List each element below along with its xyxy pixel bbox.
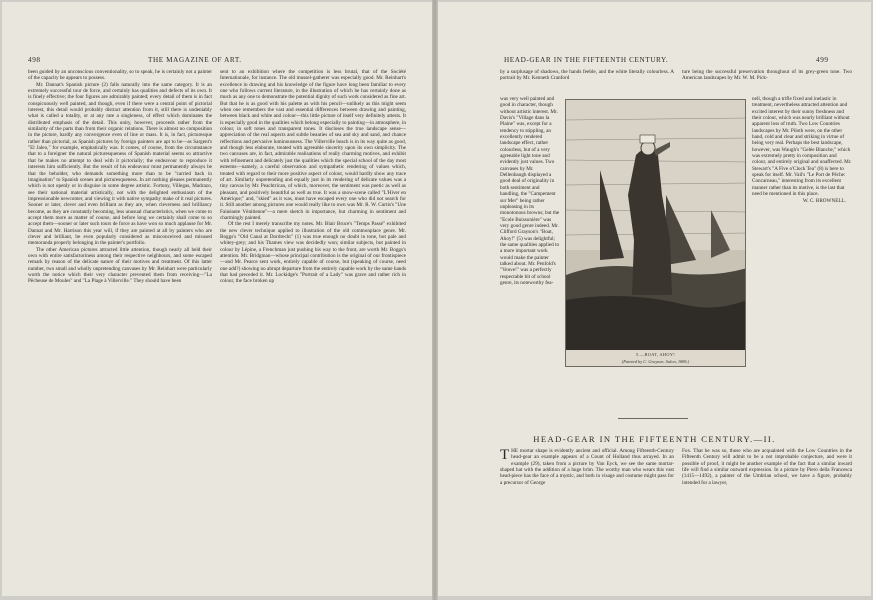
paragraph: been guided by an unconscious conventionality, so to speak, he is certainly not a painter of the capacity he appears to possess. bbox=[28, 69, 212, 82]
text-column-1 bbox=[28, 69, 212, 581]
engraving-image bbox=[566, 100, 746, 367]
paragraph: HE mortar shape is evidently ancient and official. Among Fifteenth-Century head-gear an example appears of a Count of Holland thus arrayed. In an example (29), taken from a picture by Van Eyck, we see the same mortar-shaped hat with the addition of a huge brim. The worthy man who wears this vast head-piece has the face of a mystic, and both in visage and costume might pass for a precursor of George bbox=[500, 448, 674, 486]
paragraph: Fox. That he was so, those who are acquainted with the Low Countries in the Fifteenth Century will admit to be a not improbable conjecture, and were it possible of proof, it might be another example of the fact that a similar inward life will find a similar outward expression. In a picture by Piero della Francesca (1415—1492), a painter of the Umbrian school, we have a figure, probably intended for a lawyer, bbox=[682, 448, 852, 486]
section-text-column-2 bbox=[682, 448, 852, 588]
paragraph: Mr. Dannat's Spanish picture (2) falls naturally into the same category. It is an extremely successful tour de force, and certainly has qualities and defects of its own. It is finely effective; the four figures are admirably painted; every detail of them is in fact conspicuously well painted, and though, even if there were a central point of pictorial interest, this detail would probably distract attention from it, still there is undeniably what is called a totality, or at any rate a singleness, of effect which dominates the distributed emphasis of the detail. This unity, however, proceeds rather from the similarity of the parts than from their organic relations. There is almost no composition in the picture, hardly any convergence even of line or mass. It is, in fact, picturesque rather than pictorial, as Spanish pictures by foreign painters are apt to be—as Sargent's "El Jaleo," for example, emphatically was. It comes, of course, from the circumstance that to a foreigner the natural picturesqueness of Spanish material seems so attractive that he makes no attempt to deal with it pictorially; the endeavour to reproduce it interests him sufficiently. But the result of his endeavour must permanently always be that the beholder, who demands something more than to be "carried back in imagination" to Spanish scenes and picturesqueness. In art nothing pleases permanently which is not openly or in disguise in some degree artistic. Fortuny, Villegas, Madrazo, see their national material artistically, not with the delighted enthusiasm of the impressionable newcomer, and viewing it with native sympathy make of it real pictures. Sooner or later, clever and even brilliant as they are, when cleverness and brilliancy become, as they are constantly becoming, less unusual characteristics, when we come to accept them more as matter of course, and before long we certainly shall come to so accept them—sooner or later such tours de force as have won so much applause for Mr. Dannat and Mr. Harrison this year will, if they are painted at all by painters who are clever and brilliant, be even popularly considered as misconceived and misused memoranda properly belonging in the painter's portfolio. bbox=[28, 81, 212, 247]
page-number: 498 bbox=[28, 56, 41, 64]
text-top-left bbox=[500, 69, 674, 95]
signature: W. C. BROWNELL. bbox=[802, 197, 846, 204]
figure-credit: (Painted by C. Grayson. Salon, 1886.) bbox=[621, 359, 690, 364]
paragraph: sent to an exhibition where the competition is less brutal, that of the Société Internationale, for instance. The old mussel-gatherer was especially good. Mr. Reinhart's excellence in drawing and his knowledge of the figure have long been familiar to every one who follows current literature, in the illustration of which he has certainly done as much as any one to demonstrate the potential dignity of such work considered as fine art. But that he is as good with his palette as with his pencil—unlikely as this might seem when one remembers the vast and essential differences between drawing and painting, between black and white and colour—this little picture of itself very definitely attests. It is especially good in the qualities which belong especially to painting—in atmosphere, in colour, in soft tones and transparent tones. It discloses the true landscape sense—appreciation of the real aspects and subtle beauties of sea and sky and sand, and chance reflections and pervasive luminousness. The Villerville beach is in its way quite as good, and though less elaborate, treated with agreeable sincerity upon its own simplicity. The two canvases are, in fact, admirable realisations of really charming motives, and exhibit with refinement and delicately just the qualities which the special school of the day most esteems—namely, a careful observation and sympathetic rendering of values which, treated with regard to their more positive aspect of colour, would hardly show any trace of art. Similarly unpretending and equally just in its rendering of delicate values was a tiny canvas by Mr. Peachtrican, of which, moreover, the sentiment was poetic as well as pleasant, and positively beautiful as well as true. It was a snow-scene called "L'Hiver en Amérique;" and, "skied" as it was, must have escaped every one who did not search for it. Still another among pictures one would really like to own was Mr. R. W. Curtis's "Une Fainéante Vénitienne"—a mere sketch in importance, but charming in sentiment and charmingly painted. bbox=[220, 69, 406, 221]
text-right-of-figure bbox=[752, 96, 852, 368]
figure-caption: 5.—BOAT, AHOY! bbox=[635, 352, 676, 357]
section-title: HEAD-GEAR IN THE FIFTEENTH CENTURY.—II. bbox=[533, 434, 776, 444]
paragraph: The other American pictures attracted little attention, though nearly all held their own with entire satisfactoriness among their respective neighbours, and some escaped remark by reason of the delicate nature of their motives and treatment. Of this latter number, two small and wholly unpretending canvases by Mr. Reinhart were particularly worth the notice which their very character prevented them from receiving—"La Pêcheuse de Moules" and "La Plage à Villerville." They should have been bbox=[28, 246, 212, 285]
running-head: HEAD-GEAR IN THE FIFTEENTH CENTURY. bbox=[504, 56, 669, 64]
section-text-column-1 bbox=[500, 448, 674, 588]
paragraph: by a surplusage of shadows, the hands feeble, and the white literally colourless. A portrait by Mr. Kenneth Cranford bbox=[500, 69, 674, 82]
drop-cap: T bbox=[500, 448, 510, 463]
paragraph: Of the rest I merely transcribe my notes. Mr. Blair Bruce's "Temps Passé" exhibited the new clever technique applied to illustration of the old commonplace genre. Mr. Boggs's "Old Canal at Dordrecht" (1) was true enough no doubt in tone, but pale and whitey-grey; and his Thames view was decidedly won; similar subjects, but painted in colour by Lépine, a Frenchman just pushing his way to the front, are worth Mr. Boggs's attention. Mr. Bridgman—whose principal contribution is the original of our frontispiece—and Mr. Pearce sent work, entirely capable of course, but (speaking of course, need one add?) showing no abrupt departure from the entirely capable work by the same hands that had preceded it. Mr. Lockidge's "Portrait of a Lady" was grave and rather rich in colour, the face broken up bbox=[220, 221, 406, 285]
text-column-2 bbox=[220, 69, 406, 581]
text-top-right bbox=[682, 69, 852, 95]
running-head: THE MAGAZINE OF ART. bbox=[148, 56, 242, 64]
right-page bbox=[438, 2, 871, 596]
paragraph: nell, though a trifle fixed and inelastic in treatment, nevertheless attracted attention and excited interest by their sunny freshness and their colour, which was nearly brilliant without apparent loss of truth. Two Low Countries landscapes by Mr. Piloth were, on the other hand, cold and clear and striking in virtue of being very real. Perhaps the best landscape, however, was Waugh's "Gelée Blanche," which was extremely pretty in composition and colour, and entirely original and unaffected. Mr. Stewart's "A Five o'Clock Tea" (8) is here to speak for itself. Mr. Vail's "Le Port de Pêche: Concarneau," interesting from its excellent manner rather than its motive, is the last that need be mentioned in this place. bbox=[752, 96, 852, 198]
text-left-of-figure bbox=[500, 96, 560, 368]
paragraph: ture being the successful preservation throughout of its grey-green tone. Two American landscapes by Mr. W. M. Pick- bbox=[682, 69, 852, 82]
paragraph: was very well painted and good in character, though without artistic interest. Mr. Davis's "Village dans la Plaine" was, except for a tendency to stippling, an excellently rendered landscape effect, rather colourless, but of a very agreeable light tone and evidently just values. Two canvases by Mr. Dellenbaugh displayed a good deal of originality in both sentiment and handling, the "Campement sur Mer" being rather unpleasing in its monotonous browns; but the "Ecole Buissonière" was very good genre indeed. Mr. Clifford Grayson's "Boat, Ahoy!" (5) was delightful; the same qualities applied to a more important work would make the painter talked about. Mr. Penfold's "Veuve!" was a perfectly respectable bit of school genre, its noteworthy fea- bbox=[500, 96, 560, 286]
left-page bbox=[2, 2, 432, 596]
illustration-boat-ahoy bbox=[565, 99, 746, 367]
page-number: 499 bbox=[816, 56, 829, 64]
section-divider bbox=[618, 418, 688, 419]
